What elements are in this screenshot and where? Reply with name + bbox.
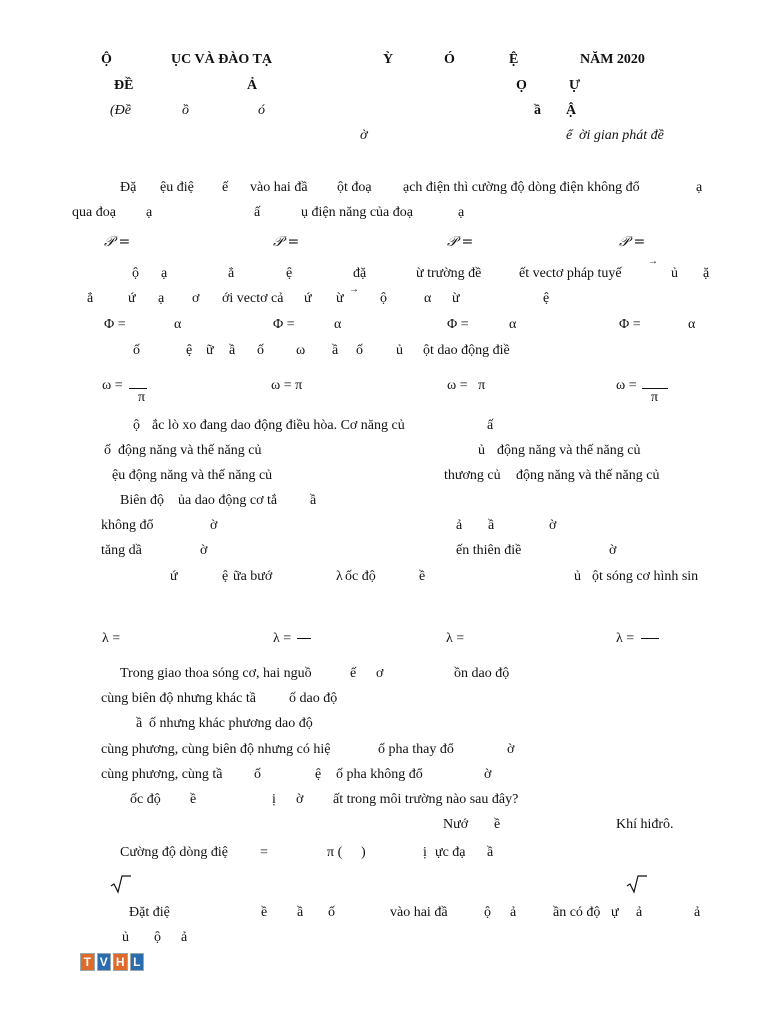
text-run: Cường độ dòng điệ [120,845,228,860]
header-line3-d: ầ [534,103,541,118]
text-run: ộ [484,905,491,920]
text-run: ệu động năng và thế năng củ [112,468,273,483]
option-text: 𝒫 = [447,234,474,250]
text-run: ề [261,905,268,920]
header-line2-b: Ả [247,78,258,93]
option-text: λ = [273,631,292,646]
text-run: động năng và thế năng củ [516,468,660,483]
text-run: ầ [487,845,494,860]
text-run: Nướ [443,817,469,832]
text-run: ứ [170,569,178,584]
text-run: động năng và thế năng củ [497,443,641,458]
text-run: ố [133,343,140,358]
text-run: ừ trường đề [416,266,482,281]
text-run: ả [636,905,643,920]
header-line3-b: ồ [182,103,189,118]
text-run: ạ [696,180,703,195]
text-run: cùng biên độ nhưng khác tầ [101,691,256,706]
text-run: ế [222,180,229,195]
text-run: ả [181,930,188,945]
text-run: ờ [549,518,557,533]
option-text: ω = [616,378,637,393]
option-text: α [509,317,517,332]
logo-letter: H [113,953,128,971]
text-run: ừ [452,291,460,306]
header-line4-a: ờ [360,128,368,143]
option-text: Φ = [447,317,469,332]
text-run: ủ [122,930,129,945]
text-run: ạ [458,205,465,220]
text-run: vào hai đầ [390,905,448,920]
header-line3-a: (Đề [110,103,131,118]
option-text: 𝒫 = [619,234,646,250]
text-run: ề [190,792,197,807]
text-run: ố [328,905,335,920]
tvhl-logo [80,952,144,972]
fraction-bar [129,388,147,389]
text-run: động năng và thế năng củ [118,443,262,458]
text-run: ờ [200,543,208,558]
text-run: ố [254,767,261,782]
text-run: ầ [136,716,143,731]
vector-arrow-icon: → [648,256,658,267]
text-run: ơ [192,291,200,306]
text-run: ơ [376,666,384,681]
text-run: ờ [296,792,304,807]
option-text: ω = π [447,378,486,393]
text-run: Đặt điệ [129,905,170,920]
header-line3-c: ó [258,103,265,118]
header-line1-c: Ỳ [383,52,394,67]
option-text: α [334,317,342,332]
text-run: ực đạ [435,845,466,860]
text-run: ệ [186,343,193,358]
header-line2-c: Ọ [516,78,527,93]
text-run: ồn dao độ [454,666,510,681]
logo-letter: T [80,953,95,971]
text-run: ủ [396,343,403,358]
text-run: ữa bướ [233,569,273,584]
text-run: ới vectơ cả [222,291,284,306]
text-run: ứ [128,291,136,306]
text-run: ắc lò xo đang dao động điều hòa. Cơ năng củ [152,418,405,433]
text-run: ộ [132,266,139,281]
option-text: ω = π [271,378,303,393]
text-run: ầ [488,518,495,533]
header-line2-a: ĐỀ [114,78,134,93]
text-run: ề [494,817,501,832]
text-run: vào hai đầ [250,180,308,195]
text-run: ự [611,905,619,920]
text-run: ề [419,569,426,584]
text-run: ủ [671,266,678,281]
text-run: ị [272,792,276,807]
text-run: ệ [222,569,229,584]
text-run: Trong giao thoa sóng cơ, hai nguồ [120,666,312,681]
text-run: ố [104,443,111,458]
text-run: ứ [304,291,312,306]
text-run: ầ [332,343,339,358]
header-line1-d: Ó [444,52,455,67]
text-run: ộ [133,418,140,433]
text-run: ẳ [87,291,94,306]
text-run: cùng phương, cùng tầ [101,767,223,782]
text-run: α [424,291,432,306]
option-text: λ = [446,631,465,646]
text-run: ộ [380,291,387,306]
text-run: π ( [327,845,343,860]
text-run: ừ [336,291,344,306]
text-run: = [260,845,268,860]
text-run: ầ [310,493,317,508]
text-run: ầ [229,343,236,358]
logo-letter: L [130,953,145,971]
text-run: không đổ [101,518,154,533]
text-run: ờ [210,518,218,533]
text-run: ất trong môi trường nào sau đây? [333,792,519,807]
text-run: ệ [543,291,550,306]
option-text: ω = [102,378,123,393]
fraction-bar [642,388,668,389]
header-line2-d: Ự [569,78,581,93]
text-run: Đặ [120,180,137,195]
text-run: ố [356,343,363,358]
text-run: ị [423,845,427,860]
text-run: ần có độ [553,905,601,920]
fraction-bar [297,638,311,639]
text-run: ố pha không đổ [336,767,423,782]
header-line1-a: Ộ [101,52,112,67]
text-run: ủa dao động cơ tắ [178,493,278,508]
text-run: ờ [484,767,492,782]
text-run: ữ [206,343,214,358]
text-run: ệu điệ [160,180,194,195]
header-line1-b: ỤC VÀ ĐÀO TẠ [171,52,272,67]
option-text: π [651,390,659,405]
text-run: ạ [161,266,168,281]
text-run: ầ [297,905,304,920]
text-run: ột sóng cơ hình sin [592,569,699,584]
text-run: ế [350,666,357,681]
text-run: ốc độ [345,569,376,584]
text-run: ạch điện thì cường độ dòng điện không đổ [403,180,640,195]
option-text: α [174,317,182,332]
text-run: ệ [286,266,293,281]
text-run: ẳ [228,266,235,281]
header-line4-b: ể [566,128,573,143]
option-text: 𝒫 = [273,234,300,250]
text-run: ốc độ [130,792,161,807]
option-text: Φ = [619,317,641,332]
text-run: ố pha thay đổ [378,742,454,757]
text-run: ố [257,343,264,358]
text-run: tăng dầ [101,543,142,558]
text-run: ω [296,343,306,358]
text-run: ờ [507,742,515,757]
text-run: ờ [609,543,617,558]
text-run: ố dao độ [289,691,338,706]
header-line4-c: ời gian phát đề [579,128,664,143]
option-text: α [688,317,696,332]
text-run: ột đoạ [337,180,372,195]
text-run: qua đoạ [72,205,116,220]
option-text: Φ = [273,317,295,332]
fraction-bar [641,638,659,639]
text-run: ệ [315,767,322,782]
text-run: ạ [158,291,165,306]
text-run: ết vectơ pháp tuyế [519,266,622,281]
text-run: cùng phương, cùng biên độ nhưng có hiệ [101,742,331,757]
text-run: λ [336,569,343,584]
sqrt-icon [110,874,132,894]
text-run: ủ [478,443,485,458]
header-line1-e: Ệ [509,52,519,67]
text-run: ấ [487,418,494,433]
option-text: π [138,390,146,405]
vector-arrow-icon: → [349,284,359,295]
header-year: NĂM 2020 [580,52,645,67]
text-run: đặ [353,266,367,281]
text-run: ủ [574,569,581,584]
text-run: Khí hiđrô. [616,817,674,832]
sqrt-icon [626,874,648,894]
text-run: ụ điện năng của đoạ [301,205,413,220]
text-run: Biên độ [120,493,164,508]
text-run: ặ [703,266,710,281]
header-line3-e: Ậ [566,103,577,118]
text-run: ả [510,905,517,920]
option-text: λ = [102,631,121,646]
text-run: ộ [154,930,161,945]
text-run: ến thiên điề [456,543,522,558]
text-run: ) [361,845,366,860]
text-run: ố nhưng khác phương dao độ [149,716,313,731]
option-text: 𝒫 = [104,234,131,250]
text-run: ột dao động điề [423,343,510,358]
text-run: ấ [254,205,261,220]
text-run: thương củ [444,468,501,483]
logo-letter: V [97,953,112,971]
text-run: ả [694,905,701,920]
option-text: λ = [616,631,635,646]
text-run: ạ [146,205,153,220]
text-run: ả [456,518,463,533]
option-text: Φ = [104,317,126,332]
